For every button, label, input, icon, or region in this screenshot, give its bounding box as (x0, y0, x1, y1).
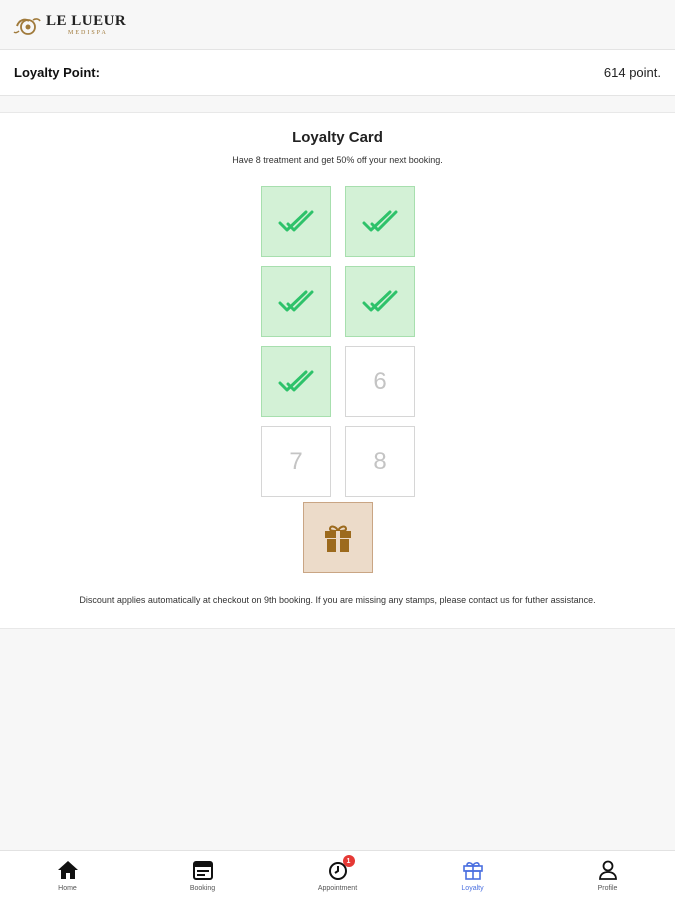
stamp-slot-6 (345, 346, 415, 417)
loyalty-card-title: Loyalty Card (292, 129, 383, 146)
stamp-slot-8 (345, 426, 415, 497)
stamp-number: 7 (289, 447, 303, 475)
calendar-icon (192, 859, 214, 881)
bottom-tab-bar (0, 850, 675, 900)
loyalty-card-subtitle: Have 8 treatment and get 50% off your next booking. (232, 155, 443, 165)
tab-profile[interactable] (540, 851, 675, 900)
tab-home-label: Home (58, 885, 77, 892)
home-icon (57, 859, 79, 881)
reward-gift-box[interactable] (303, 502, 373, 573)
loyalty-points-label: Loyalty Point: (14, 65, 100, 80)
tab-loyalty[interactable] (405, 851, 540, 900)
stamp-slot-7 (261, 426, 331, 497)
app-header (0, 0, 675, 50)
loyalty-card-note: Discount applies automatically at checkout on 9th booking. If you are missing any stamps, please contact us for futher assistance. (79, 595, 596, 605)
tab-home[interactable] (0, 851, 135, 900)
brand-name: LE LUEUR (46, 12, 127, 29)
appointment-badge: 1 (343, 855, 355, 867)
logo-mark-icon (13, 12, 43, 38)
gift-icon (322, 522, 354, 554)
brand-tagline: MEDISPA (68, 29, 108, 36)
tab-profile-label: Profile (597, 885, 618, 892)
tab-appointment-label: Appointment (317, 885, 358, 892)
stamp-slot-1 (261, 186, 331, 257)
loyalty-card (0, 112, 675, 629)
stamp-number: 6 (373, 367, 387, 395)
stamp-slot-5 (261, 346, 331, 417)
double-check-icon (362, 288, 398, 316)
loyalty-points-row (0, 50, 675, 96)
tab-booking[interactable] (135, 851, 270, 900)
double-check-icon (278, 288, 314, 316)
loyalty-points-value: 614 point. (603, 65, 661, 80)
gift-icon (462, 859, 484, 881)
stamp-slot-3 (261, 266, 331, 337)
brand-logo[interactable] (13, 12, 126, 38)
double-check-icon (362, 208, 398, 236)
stamp-number: 8 (373, 447, 387, 475)
tab-loyalty-label: Loyalty (461, 885, 484, 892)
stamp-slot-2 (345, 186, 415, 257)
double-check-icon (278, 208, 314, 236)
tab-booking-label: Booking (189, 885, 216, 892)
stamp-slot-4 (345, 266, 415, 337)
double-check-icon (278, 368, 314, 396)
tab-appointment[interactable] (270, 851, 405, 900)
user-icon (597, 859, 619, 881)
stamp-grid (261, 186, 415, 497)
